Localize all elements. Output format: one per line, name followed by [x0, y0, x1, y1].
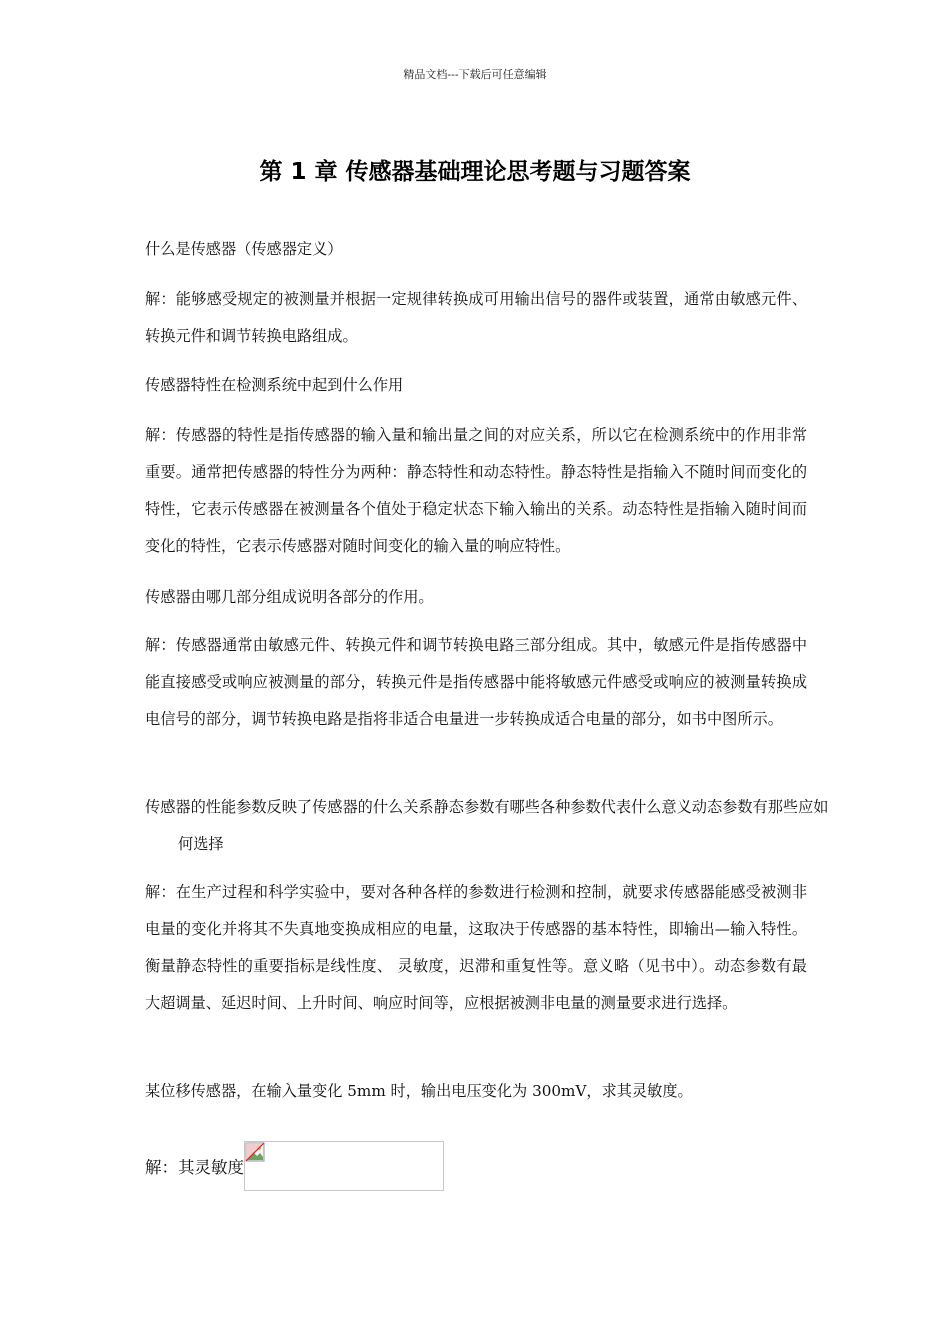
question-3: 传感器由哪几部分组成说明各部分的作用。 [145, 588, 434, 606]
question-4: 传感器的性能参数反映了传感器的什么关系静态参数有哪些各种参数代表什么意义动态参数有那些应如何选择 [145, 798, 829, 853]
answer-1: 解：能够感受规定的被测量并根据一定规律转换成可用输出信号的器件或装置，通常由敏感元件、转换元件和调节转换电路组成。 [145, 290, 807, 345]
answer-4: 解：在生产过程和科学实验中，要对各种各样的参数进行检测和控制，就要求传感器能感受被测非电量的变化并将其不失真地变换成相应的电量，这取决于传感器的基本特性，即输出—输入特性。衡量静态特性的重要指标是线性度、 灵敏度，迟滞和重复性等。意义略（见书中）。动态参数有最大超调量、延迟时间、上升时间、响应时间等，应根据被测非电量的测量要求进行选择。 [145, 883, 807, 1012]
question-1: 什么是传感器（传感器定义） [145, 240, 343, 258]
broken-image-icon [245, 1142, 265, 1162]
formula-image-placeholder [244, 1141, 444, 1191]
final-answer-label: 解：其灵敏度 [145, 1158, 244, 1177]
question-5: 某位移传感器，在输入量变化 5mm 时，输出电压变化为 300mV，求其灵敏度。 [145, 1082, 693, 1100]
answer-3: 解：传感器通常由敏感元件、转换元件和调节转换电路三部分组成。其中，敏感元件是指传感器中能直接感受或响应被测量的部分，转换元件是指传感器中能将敏感元件感受或响应的被测量转换成电信号的部分，调节转换电路是指将非适合电量进一步转换成适合电量的部分，如书中图所示。 [145, 636, 807, 728]
page-title: 第 1 章 传感器基础理论思考题与习题答案 [259, 159, 691, 185]
page-header: 精品文档---下载后可任意编辑 [403, 68, 547, 81]
answer-2: 解：传感器的特性是指传感器的输入量和输出量之间的对应关系，所以它在检测系统中的作用非常重要。通常把传感器的特性分为两种：静态特性和动态特性。静态特性是指输入不随时间而变化的特性，它表示传感器在被测量各个值处于稳定状态下输入输出的关系。动态特性是指输入随时间而变化的特性，它表示传感器对随时间变化的输入量的响应特性。 [145, 426, 807, 555]
final-answer-row [145, 1140, 444, 1192]
question-2: 传感器特性在检测系统中起到什么作用 [145, 376, 404, 394]
